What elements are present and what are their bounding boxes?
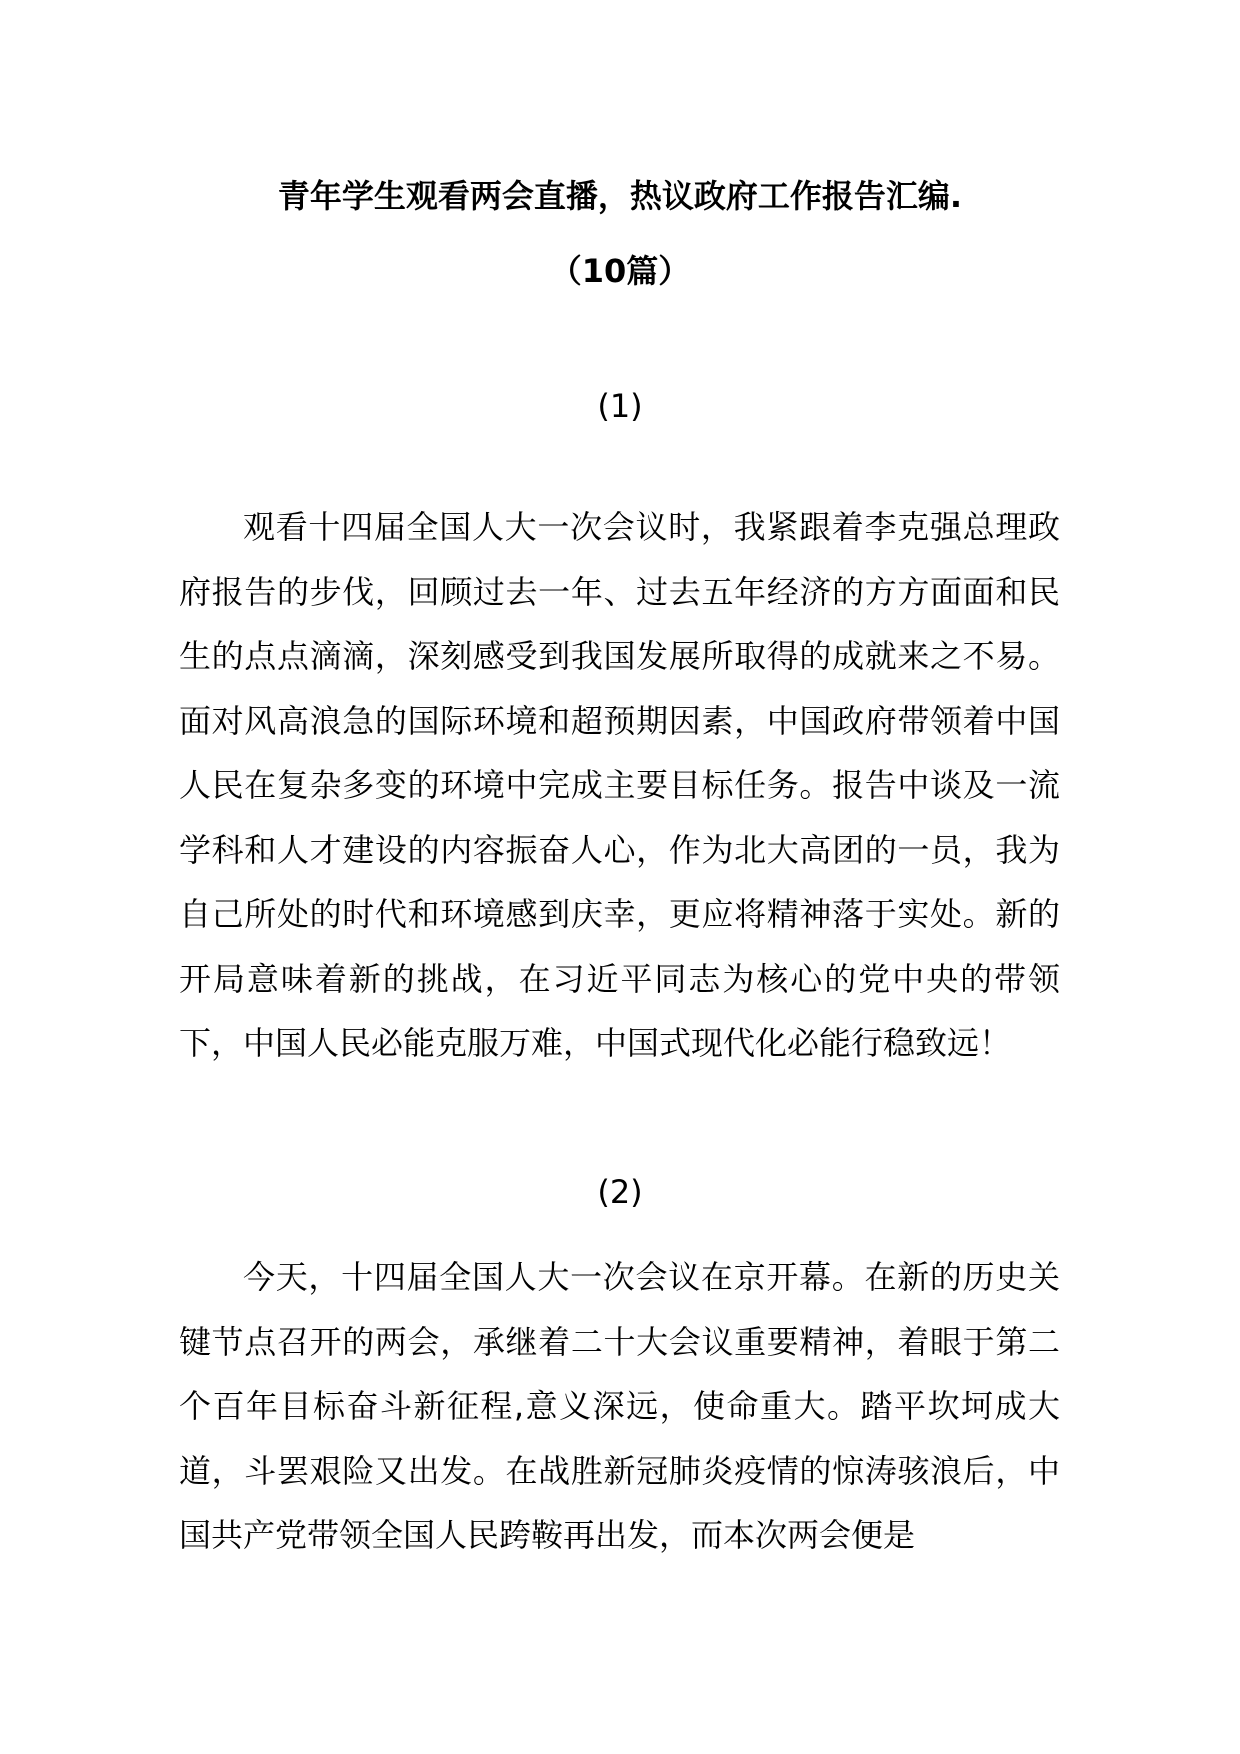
section-paragraph-2: 今天，十四届全国人大一次会议在京开幕。在新的历史关键节点召开的两会，承继着二十大会议重要精神，着眼于第二个百年目标奋斗新征程,意义深远，使命重大。踏平坎坷成大道，斗罢艰险又出发。在战胜新冠肺炎疫情的惊涛骇浪后，中国共产党带领全国人民跨鞍再出发，而本次两会便是: [179, 1258, 1060, 1554]
document-subtitle: （10篇）: [549, 252, 691, 290]
section-paragraph-1: 观看十四届全国人大一次会议时，我紧跟着李克强总理政府报告的步伐，回顾过去一年、过去五年经济的方方面面和民生的点点滴滴，深刻感受到我国发展所取得的成就来之不易。面对风高浪急的国际环境和超预期因素，中国政府带领着中国人民在复杂多变的环境中完成主要目标任务。报告中谈及一流学科和人才建设的内容振奋人心，作为北大高团的一员，我为自己所处的时代和环境感到庆幸，更应将精神落于实处。新的开局意味着新的挑战，在习近平同志为核心的党中央的带领下，中国人民必能克服万难，中国式现代化必能行稳致远！: [179, 508, 1060, 1062]
section-marker-1: (1): [597, 387, 643, 425]
document-title: 青年学生观看两会直播，热议政府工作报告汇编.: [277, 177, 963, 215]
section-marker-2: (2): [597, 1173, 643, 1211]
